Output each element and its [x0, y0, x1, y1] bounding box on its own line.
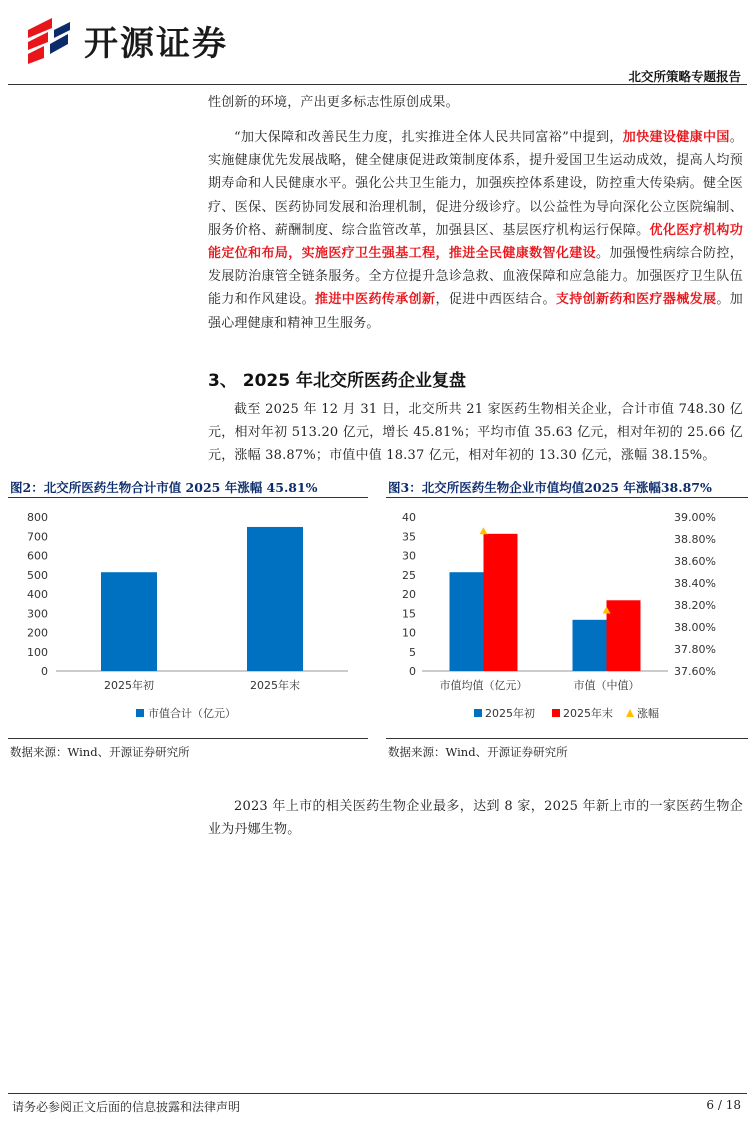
- highlight-text: 推进中医药传承创新: [315, 292, 436, 308]
- x-tick-label: 市值（中值）: [573, 679, 640, 692]
- fig3-chart: [386, 503, 748, 733]
- paragraph-3: [208, 398, 743, 468]
- y-tick-label: 300: [27, 607, 48, 621]
- y2-tick-label: 37.80%: [674, 643, 716, 656]
- body-text: 截至 2025 年 12 月 31 日，北交所共 21 家医药生物相关企业，合计市值 748.30 亿元，相对年初 513.20 亿元，增长 45.81%；平均市值 35.63 亿元，相对年初的 25.66 亿元，涨幅 38.87%；市值中值 18.37 亿元，相对年初的 13.30 亿元，涨幅 38.15%。: [208, 402, 743, 464]
- y2-tick-label: 38.20%: [674, 599, 716, 612]
- legend-label: 2025年末: [563, 707, 613, 720]
- y2-tick-label: 37.60%: [674, 665, 716, 678]
- x-tick-label: 2025年初: [104, 679, 154, 692]
- fig3-bottom-rule: [386, 738, 748, 739]
- y2-tick-label: 38.60%: [674, 555, 716, 568]
- bar-1: [101, 572, 157, 671]
- bar-start-1: [450, 572, 484, 671]
- fig2-bottom-rule: [8, 738, 368, 739]
- report-type: 北交所策略专题报告: [628, 69, 741, 84]
- y-tick-label: 35: [402, 530, 416, 544]
- y2-tick-label: 38.40%: [674, 577, 716, 590]
- body-text: ，促进中西医结合。: [435, 292, 556, 308]
- fig2-source: 数据来源：Wind、开源证券研究所: [10, 745, 190, 759]
- paragraph-2: [208, 126, 743, 335]
- header-divider: [8, 84, 747, 85]
- y-tick-label: 500: [27, 568, 48, 582]
- y-tick-label: 15: [402, 607, 416, 621]
- highlight-text: 支持创新药和医疗器械发展: [555, 292, 717, 308]
- body-text: “加大保障和改善民生力度，扎实推进全体人民共同富裕”中提到，: [234, 130, 623, 145]
- legend-label: 市值合计（亿元）: [148, 707, 236, 720]
- y-tick-label: 100: [27, 645, 48, 659]
- y-tick-label: 800: [27, 511, 48, 524]
- bar-start-2: [573, 620, 607, 671]
- logo-text: 开源证券: [84, 23, 228, 64]
- bar-2: [247, 527, 303, 671]
- footer-disclaimer: 请务必参阅正文后面的信息披露和法律声明: [12, 1100, 241, 1114]
- body-text: 2023 年上市的相关医药生物企业最多，达到 8 家，2025 年新上市的一家医药生物企业为丹娜生物。: [208, 799, 743, 838]
- y-tick-label: 600: [27, 549, 48, 563]
- fig2-title: 图2：北交所医药生物合计市值 2025 年涨幅 45.81%: [10, 480, 318, 495]
- fig3-top-rule: [386, 497, 748, 498]
- y-tick-label: 40: [402, 511, 416, 524]
- fig3-source: 数据来源：Wind、开源证券研究所: [388, 745, 568, 759]
- y-tick-label: 25: [402, 568, 416, 582]
- highlight-text: 加快建设健康中国: [622, 130, 730, 145]
- body-text: 。加强心理健康和精神卫生服务。: [208, 292, 743, 331]
- highlight-text: 优化医疗机构功能定位和布局，实施医疗卫生强基工程，推进全民健康数智化建设: [208, 222, 743, 262]
- y-tick-label: 700: [27, 530, 48, 544]
- y-tick-label: 0: [409, 665, 416, 678]
- y-tick-label: 10: [402, 626, 416, 640]
- bar-end-1: [484, 534, 518, 671]
- body-text: 。加强慢性病综合防控，发展防治康管全链条服务。全方位提升急诊急救、血液保障和应急能力。加强医疗卫生队伍能力和作风建设。: [208, 246, 743, 308]
- y-tick-label: 20: [402, 588, 416, 601]
- paragraph-1: [208, 91, 743, 114]
- logo-icon: [22, 14, 74, 66]
- growth-marker-1: [480, 527, 488, 534]
- y2-tick-label: 38.00%: [674, 621, 716, 634]
- y2-tick-label: 39.00%: [674, 511, 716, 524]
- page-number: 6 / 18: [706, 1098, 741, 1112]
- y-tick-label: 0: [41, 665, 48, 678]
- legend-swatch: [474, 709, 482, 717]
- fig2-chart: [8, 503, 368, 733]
- legend-label: 涨幅: [637, 707, 659, 720]
- fig2-top-rule: [8, 497, 368, 498]
- y2-tick-label: 38.80%: [674, 533, 716, 546]
- y-tick-label: 200: [27, 626, 48, 640]
- paragraph-4: [208, 795, 743, 841]
- legend-swatch: [552, 709, 560, 717]
- legend-swatch: [136, 709, 144, 717]
- y-tick-label: 30: [402, 549, 416, 563]
- section-title: 3、 2025 年北交所医药企业复盘: [208, 371, 466, 391]
- x-tick-label: 2025年末: [250, 679, 300, 692]
- y-tick-label: 5: [409, 645, 416, 659]
- bar-end-2: [607, 600, 641, 671]
- body-text: 性创新的环境，产出更多标志性原创成果。: [208, 95, 459, 110]
- legend-label: 2025年初: [485, 707, 535, 720]
- footer-divider: [8, 1093, 747, 1094]
- y-tick-label: 400: [27, 588, 48, 601]
- fig3-title: 图3：北交所医药生物企业市值均值2025 年涨幅38.87%: [388, 480, 712, 495]
- legend-swatch: [626, 709, 634, 717]
- logo: [22, 14, 228, 66]
- x-tick-label: 市值均值（亿元）: [439, 679, 528, 692]
- body-text: 。实施健康优先发展战略，健全健康促进政策制度体系，提升爱国卫生运动成效，提高人均预期寿命和人民健康水平。强化公共卫生能力，加强疾控体系建设，防控重大传染病。健全医疗、医保、医药协同发展和治理机制，促进分级诊疗。以公益性为导向深化公立医院编制、服务价格、薪酬制度、综合监管改革，加强县区、基层医疗机构运行保障。: [208, 130, 743, 238]
